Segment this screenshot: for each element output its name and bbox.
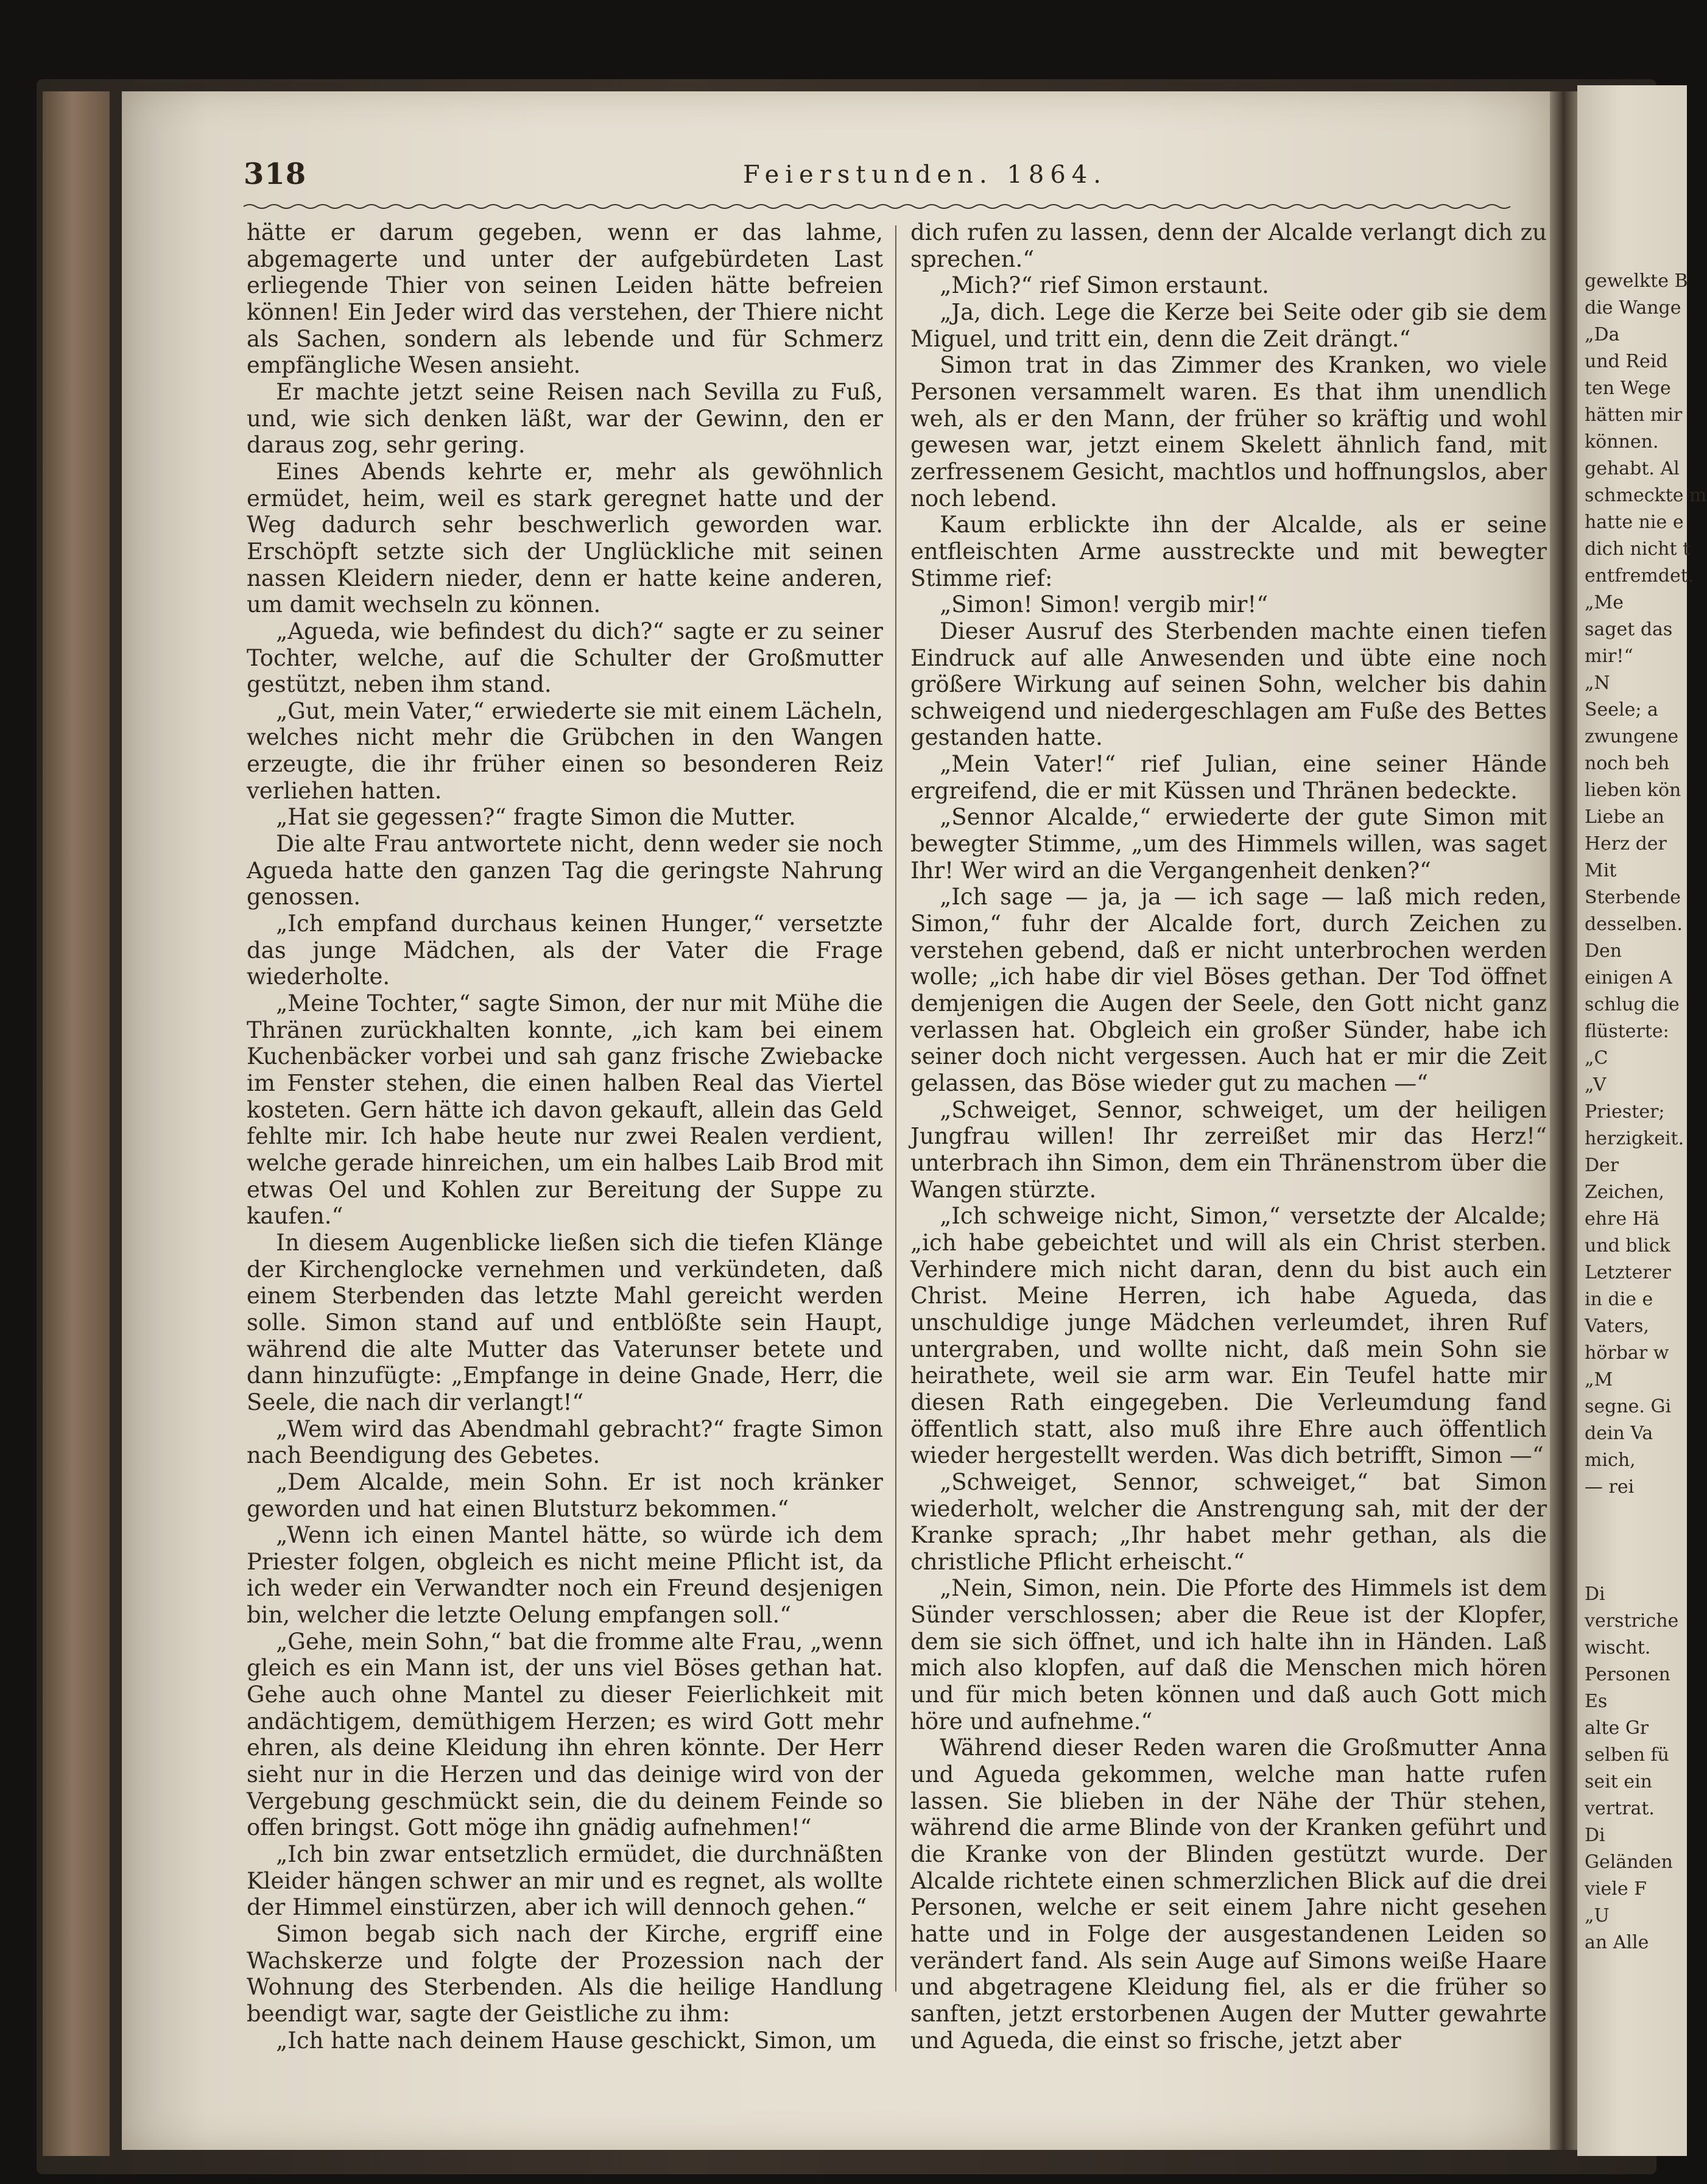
next-page-line-fragment: Den: [1585, 940, 1622, 962]
paragraph: Dieser Ausruf des Sterbenden machte einen tiefen Eindruck auf alle Anwesenden und übte eine noch größere Wirkung auf seinen Sohn, welcher bis dahin schweigend und niedergeschlagen am Fuße des Bettes gestanden hatte.: [910, 618, 1547, 751]
paragraph: „Schweiget, Sennor, schweiget, um der heiligen Jungfrau willen! Ihr zerreißet mir das Herz!“ unterbrach ihn Simon, dem ein Thränenstrom über die Wangen stürzte.: [910, 1096, 1547, 1203]
next-page-line-fragment: „N: [1585, 672, 1610, 694]
next-page-line-fragment: Mit: [1585, 860, 1617, 881]
next-page-line-fragment: herzigkeit.: [1585, 1128, 1684, 1149]
text-column-right: [910, 219, 1547, 2054]
next-page-line-fragment: schmeckte m: [1585, 485, 1707, 506]
book-spine: [43, 91, 110, 2156]
next-page-line-fragment: in die e: [1585, 1289, 1653, 1310]
next-page-line-fragment: hörbar w: [1585, 1342, 1669, 1364]
next-page-line-fragment: Herz der: [1585, 833, 1667, 854]
next-page-line-fragment: [1585, 1527, 1694, 1554]
next-page-line-fragment: Geländen: [1585, 1851, 1673, 1873]
paragraph: „Dem Alcalde, mein Sohn. Er ist noch kränker geworden und hat einen Blutsturz bekommen.“: [247, 1468, 883, 1522]
next-page-line-fragment: seit ein: [1585, 1771, 1653, 1792]
paragraph: „Mein Vater!“ rief Julian, eine seiner Hände ergreifend, die er mit Küssen und Thränen bedeckte.: [910, 751, 1547, 804]
paragraph: Simon trat in das Zimmer des Kranken, wo viele Personen versammelt waren. Es that ihm unendlich weh, als er den Mann, der früher so kräftig und wohl gewesen war, jetzt einem Skelett ähnlich fand, mit zerfressenem Gesicht, machtlos und hoffnungslos, aber noch lebend.: [910, 352, 1547, 512]
next-page-line-fragment: Seele; a: [1585, 699, 1658, 720]
next-page-line-fragment: Der: [1585, 1155, 1619, 1176]
next-page-line-fragment: „Da: [1585, 324, 1620, 345]
column-divider: [895, 225, 896, 1992]
next-page-line-fragment: verstriche: [1585, 1610, 1679, 1632]
next-page-line-fragment: vertrat.: [1585, 1798, 1655, 1819]
next-page-edge: [1577, 85, 1707, 2156]
paragraph: „Ja, dich. Lege die Kerze bei Seite oder gib sie dem Miguel, und tritt ein, denn die Zeit drängt.“: [910, 298, 1547, 352]
next-page-line-fragment: an Alle: [1585, 1932, 1649, 1953]
paragraph: „Nein, Simon, nein. Die Pforte des Himmels ist dem Sünder verschlossen; aber die Reue ist der Klopfer, dem sie sich öffnet, und ich halte ihn in Händen. Laß mich also klopfen, auf daß die Menschen mich hören und für mich beten können und daß auch Gott mich höre und aufnehme.“: [910, 1575, 1547, 1735]
next-page-line-fragment: Personen: [1585, 1664, 1670, 1685]
next-page-line-fragment: Liebe an: [1585, 806, 1664, 828]
next-page-line-fragment: und Reid: [1585, 351, 1668, 372]
next-page-text-fragments: [1585, 268, 1707, 1956]
next-page-line-fragment: dich nicht t: [1585, 538, 1691, 560]
next-page-line-fragment: Di: [1585, 1583, 1605, 1605]
next-page-line-fragment: ten Wege: [1585, 378, 1671, 399]
next-page-line-fragment: zwungene: [1585, 726, 1679, 747]
next-page-line-fragment: Zeichen,: [1585, 1182, 1664, 1203]
next-page-line-fragment: noch beh: [1585, 753, 1670, 774]
paragraph: „Ich sage — ja, ja — ich sage — laß mich reden, Simon,“ fuhr der Alcalde fort, durch Zeichen zu verstehen gebend, daß er nicht unterbrochen werden wolle; „ich habe dir viel Böses gethan. Der Tod öffnet demjenigen die Augen der Seele, den Gott nicht ganz verlassen hat. Obgleich ein großer Sünder, habe ich seiner doch nicht vergessen. Auch hat er mir die Zeit gelassen, das Böse wieder gut zu machen —“: [910, 884, 1547, 1096]
next-page-line-fragment: flüsterte:: [1585, 1021, 1669, 1042]
next-page-line-fragment: viele F: [1585, 1878, 1647, 1900]
paragraph: hätte er darum gegeben, wenn er das lahme, abgemagerte und unter der aufgebürdeten Last erliegende Thier von seinen Leiden hätte befreien können! Ein Jeder wird das verstehen, der Thiere nicht als Sachen, sondern als lebende und für Schmerz empfängliche Wesen ansieht.: [247, 219, 883, 379]
page-number: 318: [244, 157, 307, 191]
next-page-line-fragment: Priester;: [1585, 1101, 1665, 1122]
text-column-left: [247, 219, 883, 2054]
paragraph: „Gut, mein Vater,“ erwiederte sie mit einem Lächeln, welches nicht mehr die Grübchen in den Wangen erzeugte, die ihr früher einen so besonderen Reiz verliehen hatten.: [247, 697, 883, 804]
running-head: Feierstunden. 1864.: [743, 161, 1107, 189]
next-page-line-fragment: „V: [1585, 1074, 1607, 1096]
next-page-line-fragment: [1585, 1554, 1694, 1581]
paragraph: In diesem Augenblicke ließen sich die tiefen Klänge der Kirchenglocke vernehmen und verkündeten, daß einem Sterbenden das letzte Mahl gereicht werden solle. Simon stand auf und entblößte sein Haupt, während die alte Mutter das Vaterunser betete und dann hinzufügte: „Empfange in deine Gnade, Herr, die Seele, die nach dir verlangt!“: [247, 1229, 883, 1415]
next-page-line-fragment: hatte nie e: [1585, 512, 1684, 533]
next-page-line-fragment: „M: [1585, 1369, 1613, 1390]
next-page-line-fragment: Letzterer: [1585, 1262, 1671, 1283]
next-page-line-fragment: einigen A: [1585, 967, 1672, 988]
next-page-line-fragment: saget das: [1585, 619, 1673, 640]
paragraph: „Wenn ich einen Mantel hätte, so würde ich dem Priester folgen, obgleich es nicht meine Pflicht ist, da ich weder ein Verwandter noch ein Freund desjenigen bin, welcher die letzte Oelung empfangen soll.“: [247, 1522, 883, 1629]
paragraph: „Schweiget, Sennor, schweiget,“ bat Simon wiederholt, welcher die Anstrengung sah, mit der der Kranke sprach; „Ihr habet mehr gethan, als die christliche Pflicht erheischt.“: [910, 1468, 1547, 1575]
paragraph: dich rufen zu lassen, denn der Alcalde verlangt dich zu sprechen.“: [910, 219, 1547, 272]
next-page-line-fragment: alte Gr: [1585, 1717, 1649, 1739]
paragraph: „Simon! Simon! vergib mir!“: [940, 591, 1269, 618]
next-page-line-fragment: schlug die: [1585, 994, 1680, 1015]
paragraph: Kaum erblickte ihn der Alcalde, als er seine entfleischten Arme ausstreckte und mit bewegter Stimme rief:: [910, 512, 1547, 591]
next-page-line-fragment: [1585, 1501, 1694, 1527]
next-page-line-fragment: mich,: [1585, 1450, 1636, 1471]
paragraph: „Agueda, wie befindest du dich?“ sagte er zu seiner Tochter, welche, auf die Schulter der Großmutter gestützt, neben ihm stand.: [247, 618, 883, 698]
paragraph: „Sennor Alcalde,“ erwiederte der gute Simon mit bewegter Stimme, „um des Himmels willen, was saget Ihr! Wer wird an die Vergangenheit denken?“: [910, 804, 1547, 884]
next-page-line-fragment: „U: [1585, 1905, 1610, 1926]
paragraph: „Hat sie gegessen?“ fragte Simon die Mutter.: [276, 804, 796, 831]
next-page-line-fragment: wischt.: [1585, 1637, 1651, 1658]
next-page-line-fragment: ehre Hä: [1585, 1208, 1659, 1230]
next-page-line-fragment: gewelkte B: [1585, 270, 1688, 292]
next-page-line-fragment: die Wange: [1585, 297, 1681, 319]
next-page-line-fragment: dein Va: [1585, 1423, 1653, 1444]
next-page-line-fragment: hätten mir: [1585, 404, 1683, 426]
next-page-line-fragment: und blick: [1585, 1235, 1670, 1256]
paragraph: Während dieser Reden waren die Großmutter Anna und Agueda gekommen, welche man hatte rufen lassen. Sie blieben in der Nähe der Thür stehen, während die arme Blinde von der Kranken geführt und die Kranke von der Blinden gestützt wurde. Der Alcalde richtete einen schmerzlichen Blick auf die drei Personen, welche er seit einem Jahre nicht gesehen hatte und in Folge der ausgestandenen Leiden so verändert fand. Als sein Auge auf Simons weiße Haare und abgetragene Kleidung fiel, als er die früher so sanften, jetzt erstorbenen Augen der Mutter gewahrte und Agueda, die einst so frische, jetzt aber: [910, 1735, 1547, 2054]
book-gutter: [1550, 91, 1577, 2150]
next-page-line-fragment: Sterbende: [1585, 887, 1681, 908]
paragraph: „Gehe, mein Sohn,“ bat die fromme alte Frau, „wenn gleich es ein Mann ist, der uns viel Böses gethan hat. Gehe auch ohne Mantel zu dieser Feierlichkeit mit andächtigem, demüthigem Herzen; es wird Gott mehr ehren, als deine Kleidung ihn ehren könnte. Der Herr sieht nur in die Herzen und das deinige wird von der Vergebung geschmückt sein, die du deinem Feinde so offen bringst. Gott möge ihn gnädig aufnehmen!“: [247, 1628, 883, 1841]
paragraph: „Mich?“ rief Simon erstaunt.: [940, 272, 1269, 299]
paragraph: „Wem wird das Abendmahl gebracht?“ fragte Simon nach Beendigung des Gebetes.: [247, 1415, 883, 1469]
paragraph: „Ich bin zwar entsetzlich ermüdet, die durchnäßten Kleider hängen schwer an mir und es regnet, als wollte der Himmel einstürzen, aber ich will dennoch gehen.“: [247, 1841, 883, 1921]
paragraph: Er machte jetzt seine Reisen nach Sevilla zu Fuß, und, wie sich denken läßt, war der Gewinn, den er daraus zog, sehr gering.: [247, 378, 883, 459]
next-page-line-fragment: „C: [1585, 1048, 1608, 1069]
paragraph: Die alte Frau antwortete nicht, denn weder sie noch Agueda hatte den ganzen Tag die geringste Nahrung genossen.: [247, 831, 883, 911]
next-page-line-fragment: mir!“: [1585, 646, 1633, 667]
paragraph: „Meine Tochter,“ sagte Simon, der nur mit Mühe die Thränen zurückhalten konnte, „ich kam bei einem Kuchenbäcker vorbei und sah ganz frische Zwiebacke im Fenster stehen, die einen halben Real das Viertel kosteten. Gern hätte ich davon gekauft, allein das Geld fehlte mir. Ich habe heute nur zwei Realen verdient, welche gerade hinreichen, um ein halbes Laib Brod mit etwas Oel und Kohlen zur Bereitung der Suppe zu kaufen.“: [247, 990, 883, 1230]
paragraph: „Ich schweige nicht, Simon,“ versetzte der Alcalde; „ich habe gebeichtet und will als ein Christ sterben. Verhindere mich nicht daran, denn du bist auch ein Christ. Meine Herren, ich habe Agueda, das unschuldige junge Mädchen verleumdet, ihren Ruf untergraben, und wollte nicht, daß mein Sohn sie heirathete, weil sie arm war. Ein Teufel hatte mir diesen Rath eingegeben. Die Verleumdung fand öffentlich statt, also muß ihre Ehre auch öffentlich wieder hergestellt werden. Was dich betrifft, Simon —“: [910, 1203, 1547, 1469]
next-page-line-fragment: gehabt. Al: [1585, 458, 1680, 479]
next-page-line-fragment: Es: [1585, 1691, 1608, 1712]
paragraph: Eines Abends kehrte er, mehr als gewöhnlich ermüdet, heim, weil es stark geregnet hatte und der Weg dadurch sehr beschwerlich geworden war. Erschöpft setzte sich der Unglückliche mit seinen nassen Kleidern nieder, denn er hatte keine anderen, um damit wechseln zu können.: [247, 458, 883, 618]
paragraph: Simon begab sich nach der Kirche, ergriff eine Wachskerze und folgte der Prozession nach der Wohnung des Sterbenden. Als die heilige Handlung beendigt war, sagte der Geistliche zu ihm:: [247, 1921, 883, 2027]
paragraph: „Ich empfand durchaus keinen Hunger,“ versetzte das junge Mädchen, als der Vater die Frage wiederholte.: [247, 911, 883, 990]
next-page-line-fragment: desselben.: [1585, 914, 1683, 935]
next-page-line-fragment: — rei: [1585, 1476, 1635, 1498]
next-page-line-fragment: können.: [1585, 431, 1659, 453]
next-page-line-fragment: Vaters,: [1585, 1316, 1649, 1337]
next-page-line-fragment: lieben kön: [1585, 780, 1681, 801]
header-wavy-rule: [244, 202, 1516, 211]
next-page-line-fragment: selben fü: [1585, 1744, 1669, 1766]
page-header: [244, 157, 1510, 206]
next-page-line-fragment: segne. Gi: [1585, 1396, 1672, 1417]
next-page-line-fragment: entfremdet.: [1585, 565, 1694, 587]
next-page-line-fragment: Di: [1585, 1825, 1605, 1846]
next-page-line-fragment: „Me: [1585, 592, 1624, 613]
paragraph: „Ich hatte nach deinem Hause geschickt, Simon, um: [276, 2027, 876, 2054]
